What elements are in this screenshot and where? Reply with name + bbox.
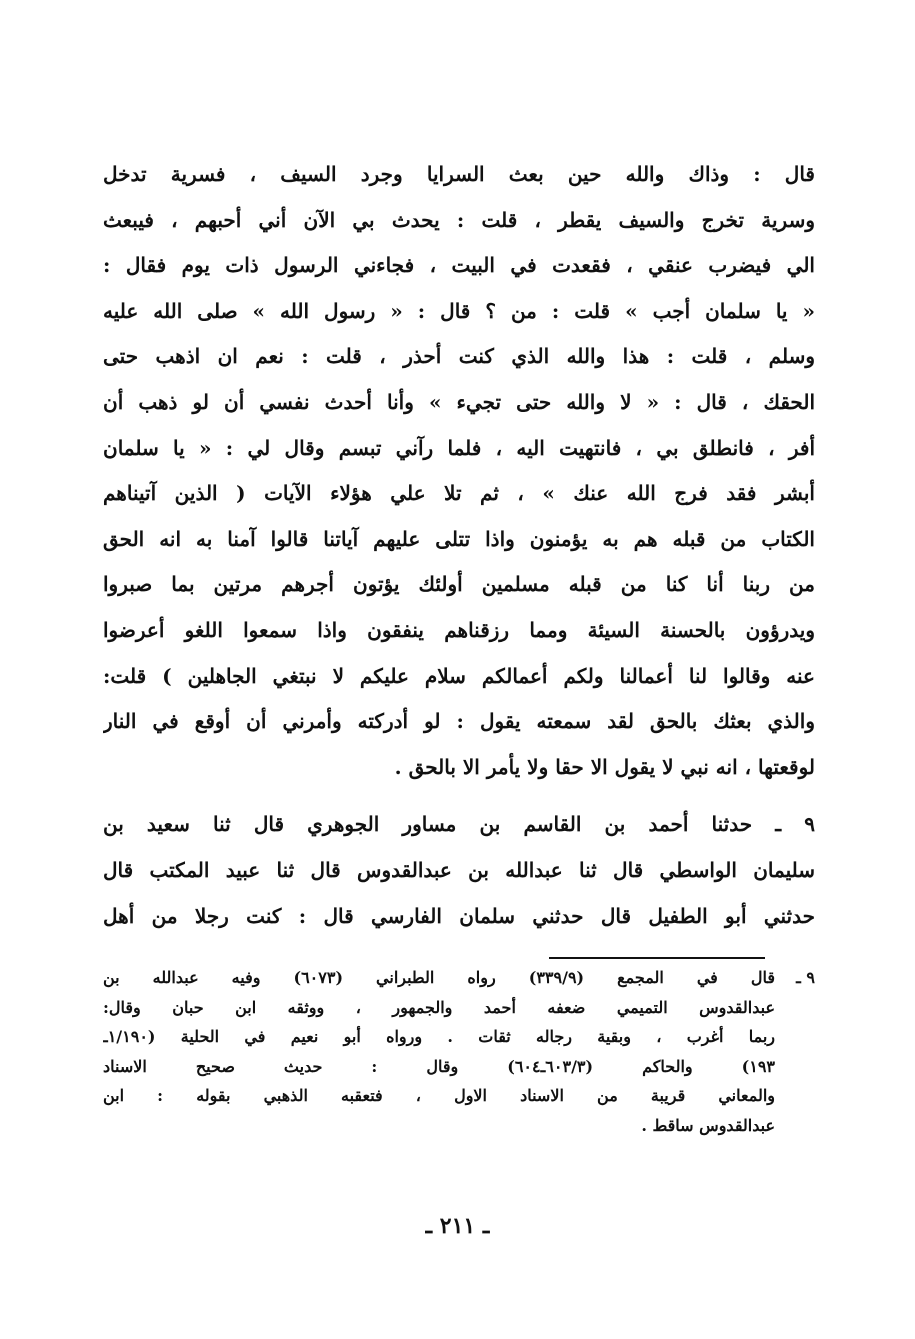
footnote-line: ١٩٣) والحاكم (٦٠٣/٣ـ٦٠٤) وقال : حديث صحيح الاسناد xyxy=(103,1056,775,1076)
footnote xyxy=(103,963,815,1140)
footnote-line: والمعاني قريبة من الاسناد الاول ، فتعقبه الذهبي بقوله : ابن xyxy=(103,1086,775,1105)
text-line: سليمان الواسطي قال ثنا عبدالله بن عبدالقدوس قال ثنا عبيد المكتب قال xyxy=(103,857,815,882)
footnote-body xyxy=(103,963,775,1140)
footnote-line: ربما أغرب ، وبقية رجاله ثقات . ورواه أبو نعيم في الحلية (١/١٩٠ـ xyxy=(103,1027,775,1046)
text-line: والذي بعثك بالحق لقد سمعته يقول : لو أدركته وأمرني أن أوقع في النار xyxy=(103,709,815,734)
paragraph xyxy=(103,802,815,939)
page-number: ـ ٢١١ ـ xyxy=(425,1213,490,1239)
text-line: « يا سلمان أجب » قلت : من ؟ قال : « رسول الله » صلى الله عليه xyxy=(103,298,815,323)
text-line: الكتاب من قبله هم به يؤمنون واذا تتلى عليهم آياتنا قالوا آمنا به انه الحق xyxy=(103,526,815,551)
text-line: لوقعتها ، انه نبي لا يقول الا حقا ولا يأمر الا بالحق . xyxy=(394,754,815,779)
text-line: عنه وقالوا لنا أعمالنا ولكم أعمالكم سلام عليكم لا نبتغي الجاهلين ) قلت: xyxy=(103,663,815,688)
text-line: ويدرؤون بالحسنة السيئة ومما رزقناهم ينفقون واذا سمعوا اللغو أعرضوا xyxy=(103,617,815,642)
footnotes xyxy=(103,963,815,1140)
footnote-line: قال في المجمع (٣٣٩/٩) رواه الطبراني (٦٠٧٣) وفيه عبدالله بن xyxy=(103,968,775,987)
footnote-divider xyxy=(549,957,765,959)
text-line: وسلم ، قلت : هذا والله الذي كنت أحذر ، قلت : نعم ان اذهب حتى xyxy=(103,344,815,369)
text-line: أبشر فقد فرج الله عنك » ، ثم تلا علي هؤلاء الآيات ( الذين آتيناهم xyxy=(103,481,815,506)
footnote-line: عبدالقدوس ساقط . xyxy=(641,1115,775,1135)
text-line: ٩ ـ حدثنا أحمد بن القاسم بن مساور الجوهري قال ثنا سعيد بن xyxy=(103,812,815,837)
text-line: أفر ، فانطلق بي ، فانتهيت اليه ، فلما رآني تبسم وقال لي : « يا سلمان xyxy=(103,435,815,460)
text-line: قال : وذاك والله حين بعث السرايا وجرد السيف ، فسرية تدخل xyxy=(103,162,815,186)
text-line: حدثني أبو الطفيل قال حدثني سلمان الفارسي قال : كنت رجلا من أهل xyxy=(103,903,815,928)
text-line: من ربنا أنا كنا من قبله مسلمين أولئك يؤتون أجرهم مرتين بما صبروا xyxy=(103,572,815,597)
text-line: وسرية تخرج والسيف يقطر ، قلت : يحدث بي الآن أني أحبهم ، فيبعث xyxy=(103,207,815,232)
text-line: الي فيضرب عنقي ، فقعدت في البيت ، فجاءني الرسول ذات يوم فقال : xyxy=(103,253,815,278)
main-text xyxy=(103,152,815,939)
footnote-line: عبدالقدوس التميمي ضعفه أحمد والجمهور ، ووثقه ابن حبان وقال: xyxy=(103,997,775,1017)
paragraph xyxy=(103,152,815,790)
paragraph-gap xyxy=(103,790,815,802)
footnote-number: ٩ ـ xyxy=(796,968,815,987)
text-line: الحقك ، قال : « لا والله حتى تجيء » وأنا أحدث نفسي أن لو ذهب أن xyxy=(103,389,815,414)
